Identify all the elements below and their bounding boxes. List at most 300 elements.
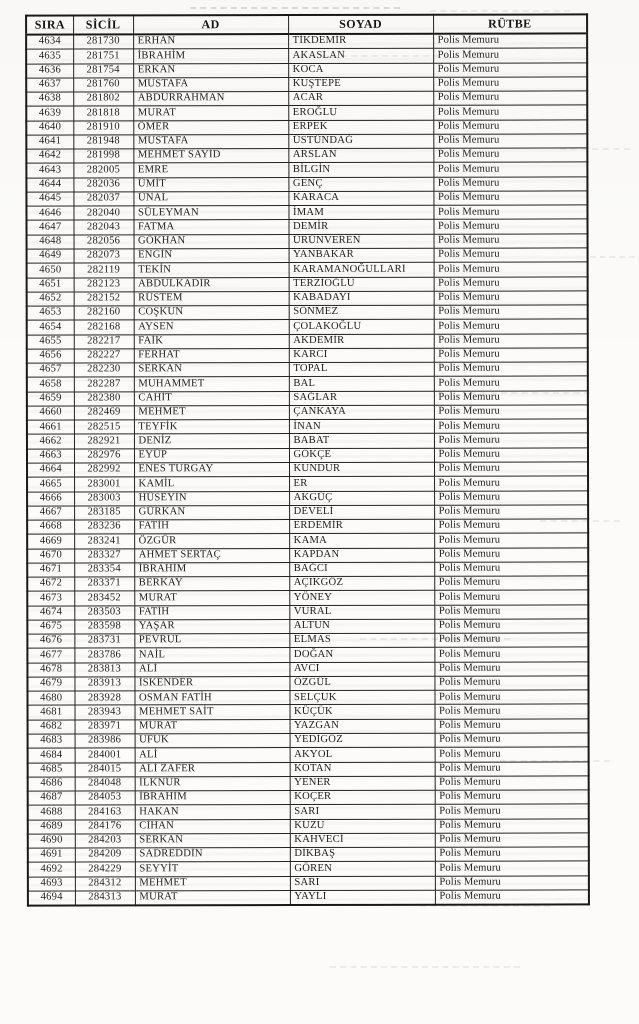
cell-sira: 4675 [27,620,74,634]
cell-ad: SERKAN [135,833,290,848]
cell-rutbe: Polis Memuru [434,391,588,406]
cell-ad: ALİ [134,662,289,677]
cell-sicil: 282515 [74,420,134,434]
table-row [27,633,588,648]
cell-soyad: YENER [290,776,435,791]
cell-soyad: ALTUN [289,619,434,634]
cell-soyad: AÇIKGÖZ [289,576,434,591]
table-row [28,833,589,848]
cell-soyad: ERDEMİR [289,519,434,534]
cell-ad: İBRAHİM [133,49,288,64]
cell-sira: 4678 [27,663,74,677]
table-row [28,847,589,862]
cell-soyad: ELMAS [289,633,434,648]
cell-soyad: SARI [290,876,435,891]
cell-ad: İBRAHİM [135,791,290,806]
cell-ad: HAKAN [135,805,290,820]
cell-ad: GÜRKAN [134,505,289,520]
table-body [26,33,589,905]
table-row [27,590,588,605]
table-row [28,719,589,734]
cell-sicil: 281818 [73,106,133,120]
cell-soyad: ÇANKAYA [289,405,434,420]
cell-soyad: TERZİOĞLU [289,277,434,292]
cell-soyad: BAL [289,377,434,392]
cell-sira: 4668 [27,520,74,534]
cell-sira: 4653 [27,306,74,320]
cell-ad: ERHAN [133,34,288,49]
cell-sira: 4648 [27,235,74,249]
cell-sicil: 282976 [74,449,134,463]
cell-sira: 4659 [27,392,74,406]
table-row [27,547,588,562]
cell-soyad: KAMA [289,534,434,549]
cell-soyad: SELÇUK [289,690,434,705]
cell-soyad: KABADAYI [289,291,434,306]
cell-soyad: BABAT [289,434,434,449]
cell-sicil: 282119 [74,263,134,277]
table-row [27,519,588,534]
table-row [28,776,589,791]
table-row [26,162,587,177]
cell-ad: FATMA [133,220,288,235]
column-header-ad: AD [133,15,288,34]
table-row [28,733,589,748]
cell-rutbe: Polis Memuru [434,448,588,463]
table-row [26,77,587,92]
cell-soyad: YÖNEY [289,591,434,606]
cell-rutbe: Polis Memuru [433,177,587,192]
cell-sicil: 283986 [75,734,135,748]
cell-sira: 4688 [28,805,75,819]
cell-sira: 4691 [28,848,75,862]
cell-rutbe: Polis Memuru [434,276,588,291]
cell-soyad: ÜRÜNVEREN [289,234,434,249]
cell-sira: 4640 [26,121,73,135]
cell-sicil: 283452 [74,591,134,605]
cell-ad: ENES TURGAY [134,463,289,478]
cell-rutbe: Polis Memuru [435,890,589,905]
cell-sira: 4643 [26,163,73,177]
cell-sicil: 281754 [73,63,133,77]
cell-sira: 4642 [26,149,73,163]
cell-sira: 4652 [27,292,74,306]
cell-ad: MEHMET SAYİD [133,149,288,164]
table-row [27,676,588,691]
table-row [28,761,589,776]
cell-ad: OSMAN FATİH [134,691,289,706]
table-row [26,48,587,63]
cell-rutbe: Polis Memuru [434,262,588,277]
cell-sicil: 282921 [74,434,134,448]
cell-sira: 4673 [27,591,74,605]
cell-sicil: 283241 [74,534,134,548]
cell-soyad: YAZGAN [290,719,435,734]
cell-sira: 4671 [27,563,74,577]
cell-soyad: YEDİGÖZ [290,733,435,748]
cell-sicil: 282168 [74,320,134,334]
cell-sicil: 282469 [74,406,134,420]
cell-soyad: GÖREN [290,862,435,877]
cell-soyad: SÖNMEZ [289,305,434,320]
cell-rutbe: Polis Memuru [434,647,588,662]
cell-ad: COŞKUN [134,306,289,321]
cell-sicil: 283003 [74,491,134,505]
table-row [27,619,588,634]
table-row [26,62,587,77]
cell-ad: ÜNAL [133,191,288,206]
cell-sira: 4654 [27,320,74,334]
cell-soyad: KOTAN [290,762,435,777]
cell-soyad: TOPAL [289,362,434,377]
cell-sicil: 282056 [74,235,134,249]
scan-artifact [190,7,400,9]
cell-rutbe: Polis Memuru [434,633,588,648]
cell-rutbe: Polis Memuru [435,804,589,819]
cell-rutbe: Polis Memuru [435,861,589,876]
table-row [27,362,588,377]
cell-rutbe: Polis Memuru [434,662,588,677]
cell-sira: 4670 [27,549,74,563]
cell-ad: NAİL [134,648,289,663]
cell-rutbe: Polis Memuru [434,576,588,591]
cell-ad: SÜLEYMAN [133,206,288,221]
cell-soyad: DEVELİ [289,505,434,520]
table-row [26,148,587,163]
cell-rutbe: Polis Memuru [435,876,589,891]
table-row [26,33,587,49]
table-row [27,276,588,291]
cell-soyad: İNAN [289,419,434,434]
cell-sira: 4657 [27,363,74,377]
cell-sira: 4645 [26,192,73,206]
cell-sicil: 284313 [75,891,135,906]
table-row [27,248,588,263]
cell-sira: 4686 [28,777,75,791]
cell-rutbe: Polis Memuru [435,719,589,734]
cell-sicil: 284001 [75,748,135,762]
table-row [27,262,588,277]
cell-rutbe: Polis Memuru [433,205,587,220]
cell-soyad: AVCI [289,662,434,677]
cell-ad: ÖMER [133,120,288,135]
cell-soyad: BAĞCI [289,562,434,577]
cell-sicil: 282227 [74,349,134,363]
cell-ad: MUSTAFA [133,134,288,149]
table-row [27,433,588,448]
cell-ad: ALİ [135,748,290,763]
cell-ad: GÖKHAN [134,234,289,249]
cell-sicil: 281910 [73,120,133,134]
cell-rutbe: Polis Memuru [434,376,588,391]
cell-rutbe: Polis Memuru [434,305,588,320]
table-row [26,177,587,192]
cell-sicil: 283731 [74,634,134,648]
cell-sicil: 282230 [74,363,134,377]
cell-sicil: 283185 [74,506,134,520]
cell-sira: 4636 [26,64,73,78]
cell-ad: ENGİN [134,249,289,264]
cell-rutbe: Polis Memuru [434,547,588,562]
table-row [27,476,588,491]
cell-soyad: DEMİR [288,220,433,235]
cell-sira: 4646 [26,206,73,220]
cell-sicil: 281760 [73,78,133,92]
cell-sicil: 281998 [73,149,133,163]
cell-sicil: 282287 [74,377,134,391]
cell-soyad: KÜÇÜK [290,705,435,720]
cell-sira: 4638 [26,92,73,106]
cell-soyad: ERPEK [288,120,433,135]
cell-sira: 4679 [27,677,74,691]
cell-soyad: VURAL [289,605,434,620]
cell-ad: SEYYİT [135,862,290,877]
cell-rutbe: Polis Memuru [433,120,587,135]
cell-ad: MEHMET [134,405,289,420]
cell-sira: 4647 [26,220,73,234]
cell-sira: 4663 [27,449,74,463]
table-row [27,319,588,334]
table-row [28,819,589,834]
cell-ad: MURAT [135,890,290,905]
cell-rutbe: Polis Memuru [433,48,587,63]
cell-ad: FERHAT [134,348,289,363]
cell-rutbe: Polis Memuru [434,462,588,477]
cell-rutbe: Polis Memuru [435,761,589,776]
cell-rutbe: Polis Memuru [435,847,589,862]
cell-soyad: ÖZGÜL [289,676,434,691]
cell-ad: MUHAMMET [134,377,289,392]
cell-ad: CİHAN [135,819,290,834]
cell-soyad: DOĞAN [289,648,434,663]
column-header-soyad: SOYAD [288,15,433,34]
cell-sira: 4660 [27,406,74,420]
table-row [26,120,587,135]
cell-ad: SADREDDİN [135,848,290,863]
cell-sicil: 284053 [75,791,135,805]
cell-sira: 4644 [26,178,73,192]
cell-rutbe: Polis Memuru [434,419,588,434]
cell-ad: ABDURRAHMAN [133,92,288,107]
cell-sira: 4685 [28,763,75,777]
header-row [26,14,587,34]
cell-rutbe: Polis Memuru [433,162,587,177]
table-row [27,533,588,548]
scan-artifact [330,966,520,968]
cell-sira: 4684 [28,748,75,762]
cell-sira: 4680 [27,691,74,705]
cell-sicil: 281802 [73,92,133,106]
cell-soyad: BİLGİN [288,163,433,178]
cell-sira: 4674 [27,606,74,620]
table-row [28,804,589,819]
cell-ad: İSKENDER [134,676,289,691]
table-row [27,376,588,391]
table-row [27,576,588,591]
cell-sicil: 283786 [74,648,134,662]
cell-rutbe: Polis Memuru [434,319,588,334]
cell-sicil: 284048 [75,777,135,791]
cell-ad: FAİK [134,334,289,349]
cell-ad: FATİH [134,520,289,535]
cell-ad: AHMET SERTAÇ [134,548,289,563]
cell-soyad: KARAMANOĞULLARI [289,262,434,277]
cell-sicil: 283598 [74,620,134,634]
cell-sicil: 284163 [75,805,135,819]
table-row [27,562,588,577]
table-row [27,690,588,705]
cell-sira: 4637 [26,78,73,92]
cell-sicil: 284203 [75,834,135,848]
cell-sicil: 282380 [74,392,134,406]
cell-ad: MURAT [134,591,289,606]
cell-sira: 4681 [28,705,75,719]
cell-sicil: 283813 [74,663,134,677]
cell-rutbe: Polis Memuru [434,533,588,548]
cell-ad: EYÜP [134,448,289,463]
cell-soyad: SAĞLAR [289,391,434,406]
cell-rutbe: Polis Memuru [433,77,587,92]
table-row [27,662,588,677]
cell-sicil: 283354 [74,563,134,577]
cell-sicil: 282005 [73,163,133,177]
cell-soyad: YANBAKAR [289,248,434,263]
table-row [26,134,587,149]
table-row [27,605,588,620]
cell-rutbe: Polis Memuru [434,605,588,620]
cell-rutbe: Polis Memuru [433,62,587,77]
cell-rutbe: Polis Memuru [435,776,589,791]
table-row [28,790,589,805]
cell-sicil: 284229 [75,862,135,876]
cell-ad: MEHMET [135,876,290,891]
cell-soyad: KARCI [289,348,434,363]
cell-rutbe: Polis Memuru [434,291,588,306]
cell-rutbe: Polis Memuru [433,105,587,120]
cell-sicil: 283928 [74,691,134,705]
table-row [26,91,587,106]
table-row [27,348,588,363]
cell-sira: 4669 [27,534,74,548]
cell-ad: EMRE [133,163,288,178]
table-row [27,419,588,434]
cell-rutbe: Polis Memuru [434,234,588,249]
cell-rutbe: Polis Memuru [434,676,588,691]
cell-ad: MUSTAFA [133,77,288,92]
cell-sira: 4676 [27,634,74,648]
cell-sicil: 283001 [74,477,134,491]
cell-ad: ERKAN [133,63,288,78]
cell-sira: 4634 [26,34,73,49]
cell-rutbe: Polis Memuru [434,562,588,577]
cell-rutbe: Polis Memuru [434,348,588,363]
cell-rutbe: Polis Memuru [435,790,589,805]
cell-rutbe: Polis Memuru [434,433,588,448]
table-row [27,490,588,505]
column-header-sira: SIRA [26,15,73,34]
cell-rutbe: Polis Memuru [434,333,588,348]
cell-sira: 4689 [28,820,75,834]
cell-rutbe: Polis Memuru [434,505,588,520]
cell-soyad: KARACA [288,191,433,206]
table-row [26,191,587,206]
cell-ad: BERKAY [134,577,289,592]
cell-soyad: İMAM [288,205,433,220]
table-row [28,747,589,762]
cell-sira: 4683 [28,734,75,748]
cell-ad: HÜSEYİN [134,491,289,506]
cell-sicil: 282073 [74,249,134,263]
cell-ad: TEYFİK [134,420,289,435]
cell-soyad: KUNDUR [289,462,434,477]
cell-sicil: 281730 [73,34,133,49]
cell-ad: UFUK [135,734,290,749]
cell-ad: İBRAHİM [134,562,289,577]
cell-ad: MURAT [133,106,288,121]
cell-soyad: GENÇ [288,177,433,192]
cell-sira: 4677 [27,648,74,662]
cell-sicil: 282160 [74,306,134,320]
cell-sira: 4655 [27,335,74,349]
cell-rutbe: Polis Memuru [435,747,589,762]
cell-soyad: AKGÜÇ [289,491,434,506]
cell-rutbe: Polis Memuru [434,248,588,263]
cell-sicil: 282040 [73,206,133,220]
cell-sira: 4682 [28,720,75,734]
scan-artifact [590,256,635,258]
cell-sira: 4639 [26,106,73,120]
cell-sira: 4658 [27,377,74,391]
cell-rutbe: Polis Memuru [434,405,588,420]
table-row [27,291,588,306]
cell-ad: FATİH [134,605,289,620]
cell-sicil: 284176 [75,819,135,833]
cell-sira: 4666 [27,491,74,505]
table-row [28,890,589,906]
cell-sira: 4690 [28,834,75,848]
cell-rutbe: Polis Memuru [434,362,588,377]
cell-soyad: SARI [290,805,435,820]
column-header-rutbe: RÜTBE [433,14,587,33]
cell-sira: 4661 [27,420,74,434]
table-row [26,105,587,120]
cell-sicil: 282037 [73,192,133,206]
table-row [27,333,588,348]
cell-sira: 4693 [28,877,75,891]
cell-ad: PEVRUL [134,634,289,649]
cell-sira: 4641 [26,135,73,149]
cell-soyad: KAPDAN [289,548,434,563]
column-header-sicil: SİCİL [73,15,133,34]
cell-ad: TEKİN [134,263,289,278]
cell-rutbe: Polis Memuru [433,191,587,206]
table-row [27,462,588,477]
cell-sira: 4664 [27,463,74,477]
cell-sira: 4672 [27,577,74,591]
cell-sira: 4649 [27,249,74,263]
cell-rutbe: Polis Memuru [433,148,587,163]
cell-rutbe: Polis Memuru [435,704,589,719]
table-row [27,647,588,662]
cell-sicil: 283236 [74,520,134,534]
cell-rutbe: Polis Memuru [435,733,589,748]
cell-soyad: KUZU [290,819,435,834]
cell-ad: ÜMİT [133,177,288,192]
table-row [27,505,588,520]
table-row [27,405,588,420]
cell-soyad: AKASLAN [288,49,433,64]
table-row [28,704,589,719]
